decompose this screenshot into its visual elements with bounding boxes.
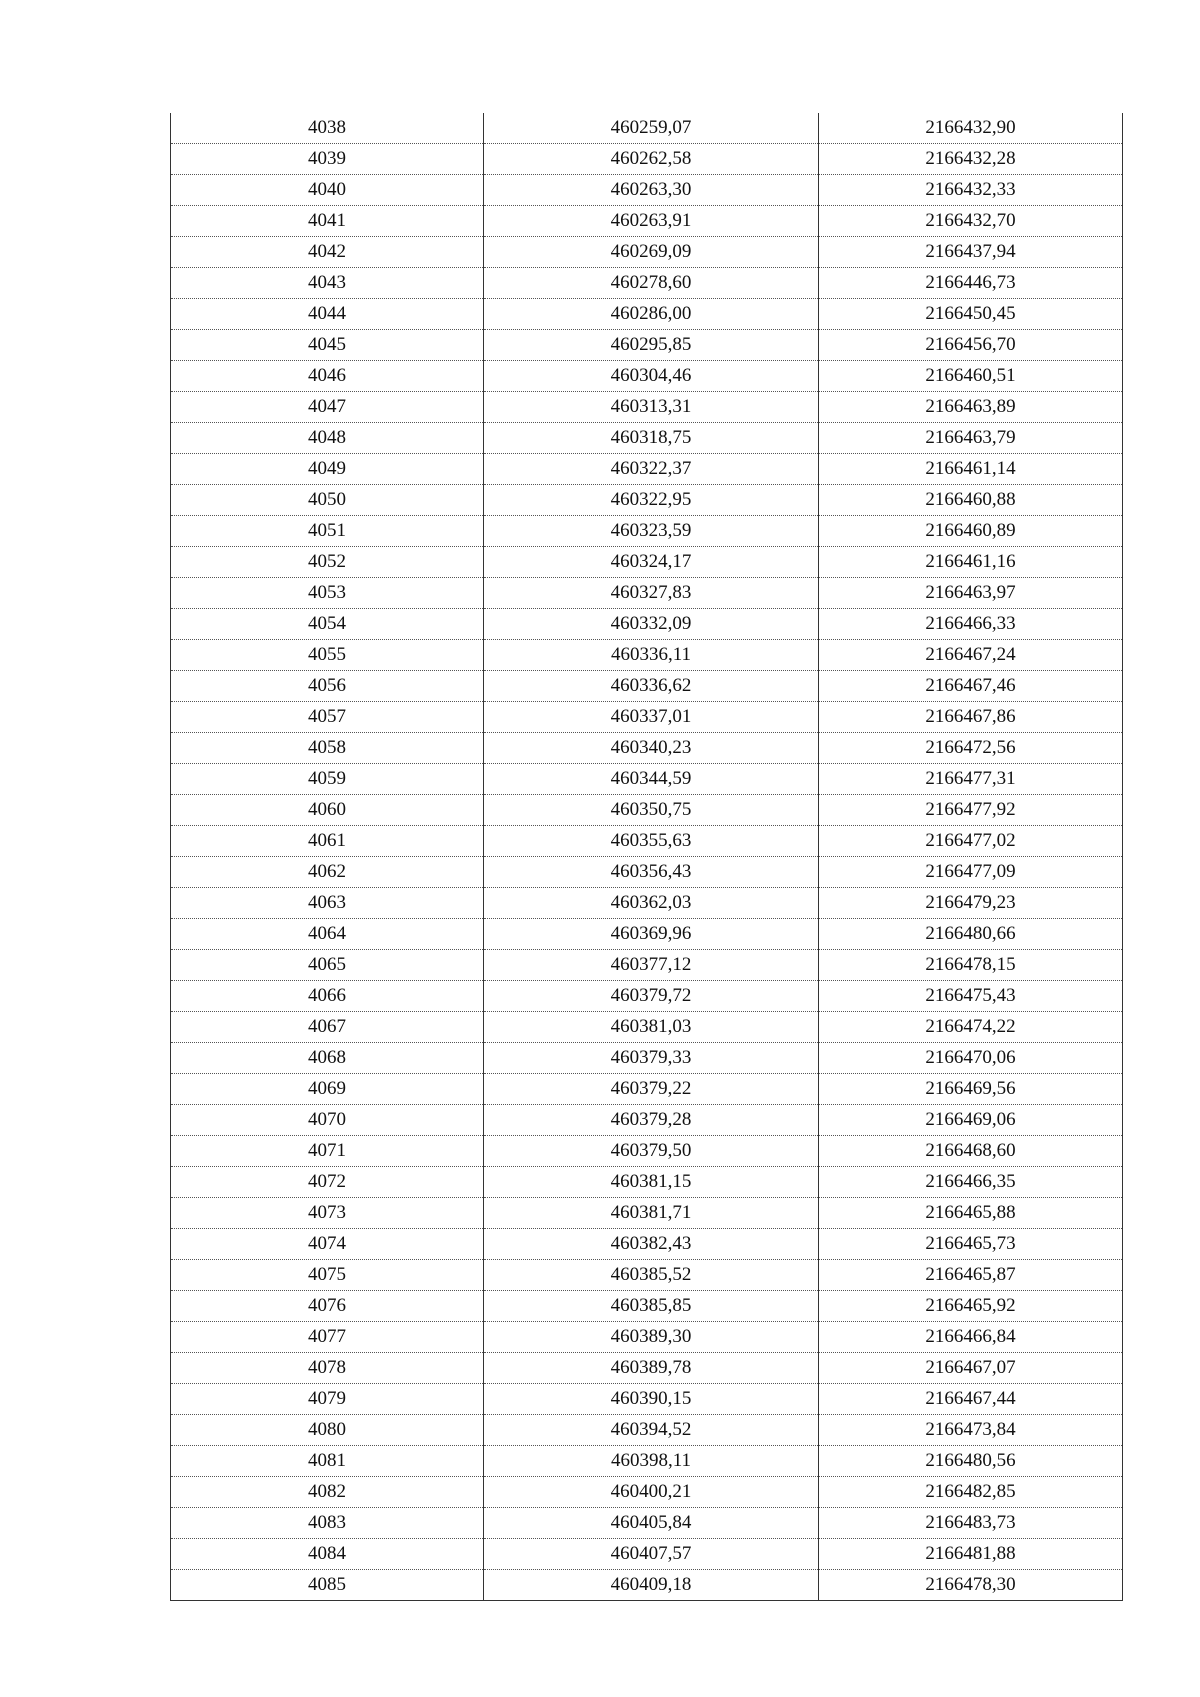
table-row (171, 392, 1123, 423)
table-row (171, 1043, 1123, 1074)
x-coordinate-cell: 460332,09 (484, 609, 819, 640)
y-coordinate-cell: 2166432,90 (819, 113, 1123, 144)
point-number-cell: 4072 (171, 1167, 484, 1198)
point-number-cell: 4055 (171, 640, 484, 671)
y-coordinate-cell: 2166477,09 (819, 857, 1123, 888)
y-coordinate-cell: 2166465,92 (819, 1291, 1123, 1322)
x-coordinate-cell: 460398,11 (484, 1446, 819, 1477)
table-row (171, 1477, 1123, 1508)
point-number-cell: 4044 (171, 299, 484, 330)
y-coordinate-cell: 2166463,89 (819, 392, 1123, 423)
point-number-cell: 4054 (171, 609, 484, 640)
x-coordinate-cell: 460262,58 (484, 144, 819, 175)
y-coordinate-cell: 2166483,73 (819, 1508, 1123, 1539)
table-row (171, 857, 1123, 888)
table-row (171, 950, 1123, 981)
y-coordinate-cell: 2166473,84 (819, 1415, 1123, 1446)
table-row (171, 640, 1123, 671)
point-number-cell: 4081 (171, 1446, 484, 1477)
x-coordinate-cell: 460379,50 (484, 1136, 819, 1167)
point-number-cell: 4079 (171, 1384, 484, 1415)
x-coordinate-cell: 460295,85 (484, 330, 819, 361)
y-coordinate-cell: 2166480,56 (819, 1446, 1123, 1477)
point-number-cell: 4046 (171, 361, 484, 392)
y-coordinate-cell: 2166437,94 (819, 237, 1123, 268)
y-coordinate-cell: 2166460,51 (819, 361, 1123, 392)
coordinates-table (170, 113, 1123, 1601)
table-row (171, 1353, 1123, 1384)
point-number-cell: 4064 (171, 919, 484, 950)
table-row (171, 144, 1123, 175)
table-row (171, 826, 1123, 857)
y-coordinate-cell: 2166465,73 (819, 1229, 1123, 1260)
x-coordinate-cell: 460369,96 (484, 919, 819, 950)
coordinates-sheet (170, 113, 1122, 1601)
point-number-cell: 4067 (171, 1012, 484, 1043)
point-number-cell: 4069 (171, 1074, 484, 1105)
table-row (171, 485, 1123, 516)
table-row (171, 175, 1123, 206)
point-number-cell: 4060 (171, 795, 484, 826)
y-coordinate-cell: 2166477,31 (819, 764, 1123, 795)
table-row (171, 454, 1123, 485)
y-coordinate-cell: 2166466,33 (819, 609, 1123, 640)
point-number-cell: 4062 (171, 857, 484, 888)
point-number-cell: 4084 (171, 1539, 484, 1570)
table-row (171, 1508, 1123, 1539)
table-row (171, 1012, 1123, 1043)
table-row (171, 733, 1123, 764)
y-coordinate-cell: 2166467,24 (819, 640, 1123, 671)
x-coordinate-cell: 460379,22 (484, 1074, 819, 1105)
point-number-cell: 4040 (171, 175, 484, 206)
y-coordinate-cell: 2166456,70 (819, 330, 1123, 361)
y-coordinate-cell: 2166460,89 (819, 516, 1123, 547)
y-coordinate-cell: 2166480,66 (819, 919, 1123, 950)
x-coordinate-cell: 460379,28 (484, 1105, 819, 1136)
table-row (171, 299, 1123, 330)
y-coordinate-cell: 2166482,85 (819, 1477, 1123, 1508)
table-row (171, 330, 1123, 361)
x-coordinate-cell: 460340,23 (484, 733, 819, 764)
point-number-cell: 4070 (171, 1105, 484, 1136)
x-coordinate-cell: 460389,30 (484, 1322, 819, 1353)
y-coordinate-cell: 2166467,07 (819, 1353, 1123, 1384)
x-coordinate-cell: 460318,75 (484, 423, 819, 454)
x-coordinate-cell: 460407,57 (484, 1539, 819, 1570)
y-coordinate-cell: 2166478,30 (819, 1570, 1123, 1601)
table-row (171, 1136, 1123, 1167)
y-coordinate-cell: 2166470,06 (819, 1043, 1123, 1074)
point-number-cell: 4041 (171, 206, 484, 237)
table-row (171, 1167, 1123, 1198)
x-coordinate-cell: 460327,83 (484, 578, 819, 609)
point-number-cell: 4058 (171, 733, 484, 764)
point-number-cell: 4075 (171, 1260, 484, 1291)
x-coordinate-cell: 460355,63 (484, 826, 819, 857)
x-coordinate-cell: 460278,60 (484, 268, 819, 299)
point-number-cell: 4061 (171, 826, 484, 857)
x-coordinate-cell: 460336,11 (484, 640, 819, 671)
x-coordinate-cell: 460350,75 (484, 795, 819, 826)
point-number-cell: 4039 (171, 144, 484, 175)
y-coordinate-cell: 2166467,86 (819, 702, 1123, 733)
point-number-cell: 4068 (171, 1043, 484, 1074)
coordinates-table-body (171, 113, 1123, 1601)
y-coordinate-cell: 2166465,88 (819, 1198, 1123, 1229)
table-row (171, 1105, 1123, 1136)
x-coordinate-cell: 460400,21 (484, 1477, 819, 1508)
y-coordinate-cell: 2166463,97 (819, 578, 1123, 609)
point-number-cell: 4056 (171, 671, 484, 702)
point-number-cell: 4082 (171, 1477, 484, 1508)
x-coordinate-cell: 460263,30 (484, 175, 819, 206)
point-number-cell: 4049 (171, 454, 484, 485)
x-coordinate-cell: 460390,15 (484, 1384, 819, 1415)
table-row (171, 702, 1123, 733)
point-number-cell: 4059 (171, 764, 484, 795)
x-coordinate-cell: 460385,85 (484, 1291, 819, 1322)
x-coordinate-cell: 460382,43 (484, 1229, 819, 1260)
y-coordinate-cell: 2166465,87 (819, 1260, 1123, 1291)
point-number-cell: 4065 (171, 950, 484, 981)
x-coordinate-cell: 460313,31 (484, 392, 819, 423)
point-number-cell: 4073 (171, 1198, 484, 1229)
y-coordinate-cell: 2166432,70 (819, 206, 1123, 237)
x-coordinate-cell: 460377,12 (484, 950, 819, 981)
y-coordinate-cell: 2166477,92 (819, 795, 1123, 826)
table-row (171, 206, 1123, 237)
table-row (171, 237, 1123, 268)
table-row (171, 1415, 1123, 1446)
y-coordinate-cell: 2166469,56 (819, 1074, 1123, 1105)
y-coordinate-cell: 2166450,45 (819, 299, 1123, 330)
x-coordinate-cell: 460381,15 (484, 1167, 819, 1198)
x-coordinate-cell: 460405,84 (484, 1508, 819, 1539)
y-coordinate-cell: 2166479,23 (819, 888, 1123, 919)
y-coordinate-cell: 2166469,06 (819, 1105, 1123, 1136)
table-row (171, 1384, 1123, 1415)
point-number-cell: 4051 (171, 516, 484, 547)
y-coordinate-cell: 2166432,28 (819, 144, 1123, 175)
x-coordinate-cell: 460381,03 (484, 1012, 819, 1043)
table-row (171, 1446, 1123, 1477)
x-coordinate-cell: 460286,00 (484, 299, 819, 330)
table-row (171, 361, 1123, 392)
point-number-cell: 4052 (171, 547, 484, 578)
x-coordinate-cell: 460362,03 (484, 888, 819, 919)
y-coordinate-cell: 2166461,14 (819, 454, 1123, 485)
y-coordinate-cell: 2166467,46 (819, 671, 1123, 702)
x-coordinate-cell: 460389,78 (484, 1353, 819, 1384)
point-number-cell: 4080 (171, 1415, 484, 1446)
x-coordinate-cell: 460344,59 (484, 764, 819, 795)
table-row (171, 609, 1123, 640)
point-number-cell: 4043 (171, 268, 484, 299)
x-coordinate-cell: 460259,07 (484, 113, 819, 144)
table-row (171, 888, 1123, 919)
table-row (171, 578, 1123, 609)
point-number-cell: 4042 (171, 237, 484, 268)
table-row (171, 764, 1123, 795)
table-row (171, 1198, 1123, 1229)
y-coordinate-cell: 2166460,88 (819, 485, 1123, 516)
table-row (171, 795, 1123, 826)
table-row (171, 516, 1123, 547)
point-number-cell: 4045 (171, 330, 484, 361)
point-number-cell: 4083 (171, 1508, 484, 1539)
point-number-cell: 4038 (171, 113, 484, 144)
y-coordinate-cell: 2166478,15 (819, 950, 1123, 981)
point-number-cell: 4048 (171, 423, 484, 454)
x-coordinate-cell: 460323,59 (484, 516, 819, 547)
x-coordinate-cell: 460324,17 (484, 547, 819, 578)
y-coordinate-cell: 2166481,88 (819, 1539, 1123, 1570)
x-coordinate-cell: 460322,95 (484, 485, 819, 516)
x-coordinate-cell: 460322,37 (484, 454, 819, 485)
point-number-cell: 4066 (171, 981, 484, 1012)
x-coordinate-cell: 460381,71 (484, 1198, 819, 1229)
point-number-cell: 4078 (171, 1353, 484, 1384)
y-coordinate-cell: 2166477,02 (819, 826, 1123, 857)
y-coordinate-cell: 2166475,43 (819, 981, 1123, 1012)
x-coordinate-cell: 460336,62 (484, 671, 819, 702)
x-coordinate-cell: 460379,33 (484, 1043, 819, 1074)
table-row (171, 919, 1123, 950)
table-row (171, 981, 1123, 1012)
x-coordinate-cell: 460304,46 (484, 361, 819, 392)
y-coordinate-cell: 2166472,56 (819, 733, 1123, 764)
table-row (171, 1260, 1123, 1291)
x-coordinate-cell: 460379,72 (484, 981, 819, 1012)
y-coordinate-cell: 2166467,44 (819, 1384, 1123, 1415)
table-row (171, 1539, 1123, 1570)
table-row (171, 547, 1123, 578)
table-row (171, 113, 1123, 144)
table-row (171, 268, 1123, 299)
x-coordinate-cell: 460263,91 (484, 206, 819, 237)
table-row (171, 1570, 1123, 1601)
point-number-cell: 4050 (171, 485, 484, 516)
x-coordinate-cell: 460394,52 (484, 1415, 819, 1446)
table-row (171, 671, 1123, 702)
y-coordinate-cell: 2166463,79 (819, 423, 1123, 454)
point-number-cell: 4053 (171, 578, 484, 609)
x-coordinate-cell: 460409,18 (484, 1570, 819, 1601)
table-row (171, 1229, 1123, 1260)
table-row (171, 1074, 1123, 1105)
x-coordinate-cell: 460356,43 (484, 857, 819, 888)
table-row (171, 1291, 1123, 1322)
x-coordinate-cell: 460385,52 (484, 1260, 819, 1291)
point-number-cell: 4047 (171, 392, 484, 423)
x-coordinate-cell: 460269,09 (484, 237, 819, 268)
point-number-cell: 4074 (171, 1229, 484, 1260)
y-coordinate-cell: 2166474,22 (819, 1012, 1123, 1043)
point-number-cell: 4071 (171, 1136, 484, 1167)
y-coordinate-cell: 2166466,35 (819, 1167, 1123, 1198)
point-number-cell: 4085 (171, 1570, 484, 1601)
y-coordinate-cell: 2166446,73 (819, 268, 1123, 299)
point-number-cell: 4057 (171, 702, 484, 733)
point-number-cell: 4076 (171, 1291, 484, 1322)
x-coordinate-cell: 460337,01 (484, 702, 819, 733)
y-coordinate-cell: 2166461,16 (819, 547, 1123, 578)
table-row (171, 1322, 1123, 1353)
point-number-cell: 4063 (171, 888, 484, 919)
point-number-cell: 4077 (171, 1322, 484, 1353)
y-coordinate-cell: 2166466,84 (819, 1322, 1123, 1353)
table-row (171, 423, 1123, 454)
y-coordinate-cell: 2166432,33 (819, 175, 1123, 206)
y-coordinate-cell: 2166468,60 (819, 1136, 1123, 1167)
